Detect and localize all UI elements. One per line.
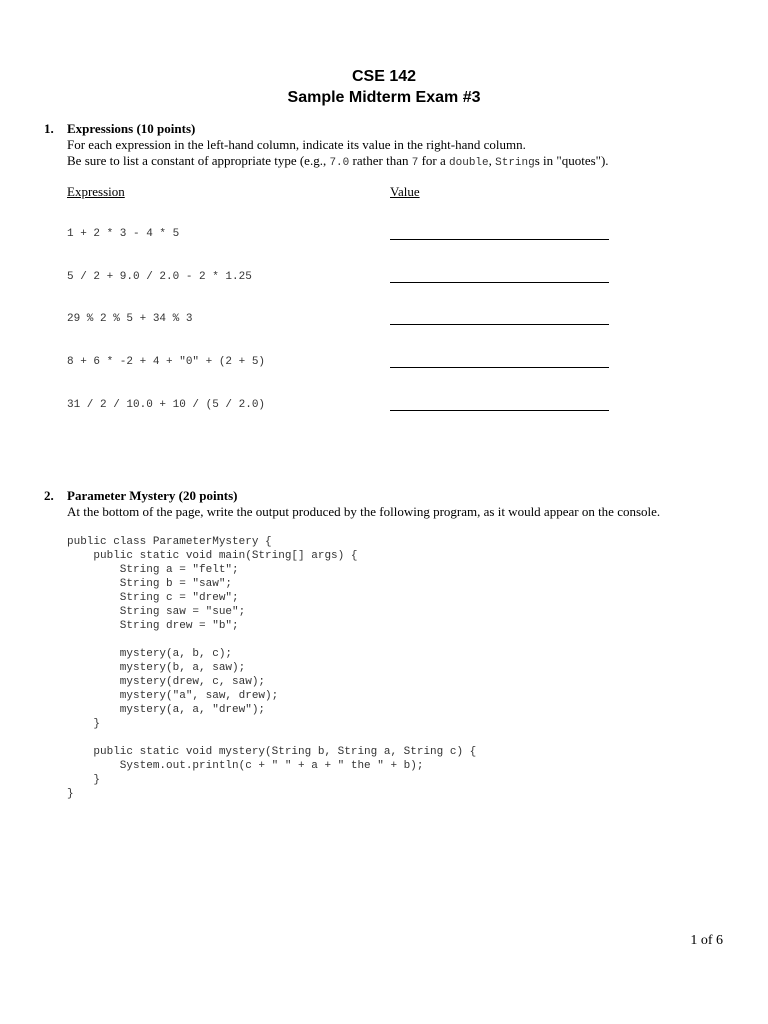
question-1-number: 1. <box>44 121 54 136</box>
expression-1: 1 + 2 * 3 - 4 * 5 <box>67 228 180 240</box>
question-2-number: 2. <box>44 488 54 503</box>
code-line: mystery(b, a, saw); <box>67 662 246 674</box>
code-line <box>67 731 476 745</box>
code-line: public class ParameterMystery { <box>67 536 272 548</box>
question-2-instructions: At the bottom of the page, write the output produced by the following program, as it would appear on the console. <box>67 504 661 519</box>
note-text-1: Be sure to list a constant of appropriate type (e.g., <box>67 153 330 168</box>
code-line <box>67 633 476 647</box>
code-line: mystery(a, b, c); <box>67 648 233 660</box>
question-1-instructions: For each expression in the left-hand column, indicate its value in the right-hand column. <box>67 137 526 152</box>
note-text-4: , <box>488 153 496 168</box>
code-listing <box>67 535 476 801</box>
expression-column-header: Expression <box>67 184 125 199</box>
code-line: String saw = "sue"; <box>67 606 246 618</box>
code-line: } <box>67 788 74 800</box>
code-line: public static void main(String[] args) { <box>67 550 358 562</box>
note-code-1: 7.0 <box>329 157 350 169</box>
note-code-3: double <box>449 157 489 169</box>
code-line: String c = "drew"; <box>67 592 239 604</box>
note-text-3: for a <box>418 153 450 168</box>
answer-blank-1[interactable] <box>390 239 609 240</box>
note-text-2: rather than <box>349 153 412 168</box>
exam-title: Sample Midterm Exam #3 <box>287 89 481 106</box>
answer-blank-2[interactable] <box>390 282 609 283</box>
question-1-type-note <box>67 153 609 171</box>
code-line: System.out.println(c + " " + a + " the " + b); <box>67 760 424 772</box>
code-line: String drew = "b"; <box>67 620 239 632</box>
expression-5: 31 / 2 / 10.0 + 10 / (5 / 2.0) <box>67 399 266 411</box>
question-1-heading <box>44 121 195 137</box>
code-line: } <box>67 774 101 786</box>
answer-blank-4[interactable] <box>390 367 609 368</box>
code-line: public static void mystery(String b, String a, String c) { <box>67 746 477 758</box>
value-column-header: Value <box>390 184 420 199</box>
code-line: mystery(drew, c, saw); <box>67 676 266 688</box>
question-2-heading <box>44 488 238 504</box>
question-1-title: Expressions (10 points) <box>67 121 196 136</box>
code-line: String a = "felt"; <box>67 564 239 576</box>
code-line: String b = "saw"; <box>67 578 233 590</box>
note-code-4: String <box>495 157 535 169</box>
question-2-title: Parameter Mystery (20 points) <box>67 488 238 503</box>
page-number: 1 of 6 <box>690 933 723 948</box>
expression-4: 8 + 6 * -2 + 4 + "0" + (2 + 5) <box>67 356 266 368</box>
code-line: mystery("a", saw, drew); <box>67 690 279 702</box>
note-text-5: s in "quotes"). <box>534 153 609 168</box>
answer-blank-3[interactable] <box>390 324 609 325</box>
expression-2: 5 / 2 + 9.0 / 2.0 - 2 * 1.25 <box>67 271 252 283</box>
answer-blank-5[interactable] <box>390 410 609 411</box>
code-line: mystery(a, a, "drew"); <box>67 704 266 716</box>
note-code-2: 7 <box>411 157 419 169</box>
code-line: } <box>67 718 101 730</box>
course-title: CSE 142 <box>351 68 417 85</box>
expression-3: 29 % 2 % 5 + 34 % 3 <box>67 313 193 325</box>
